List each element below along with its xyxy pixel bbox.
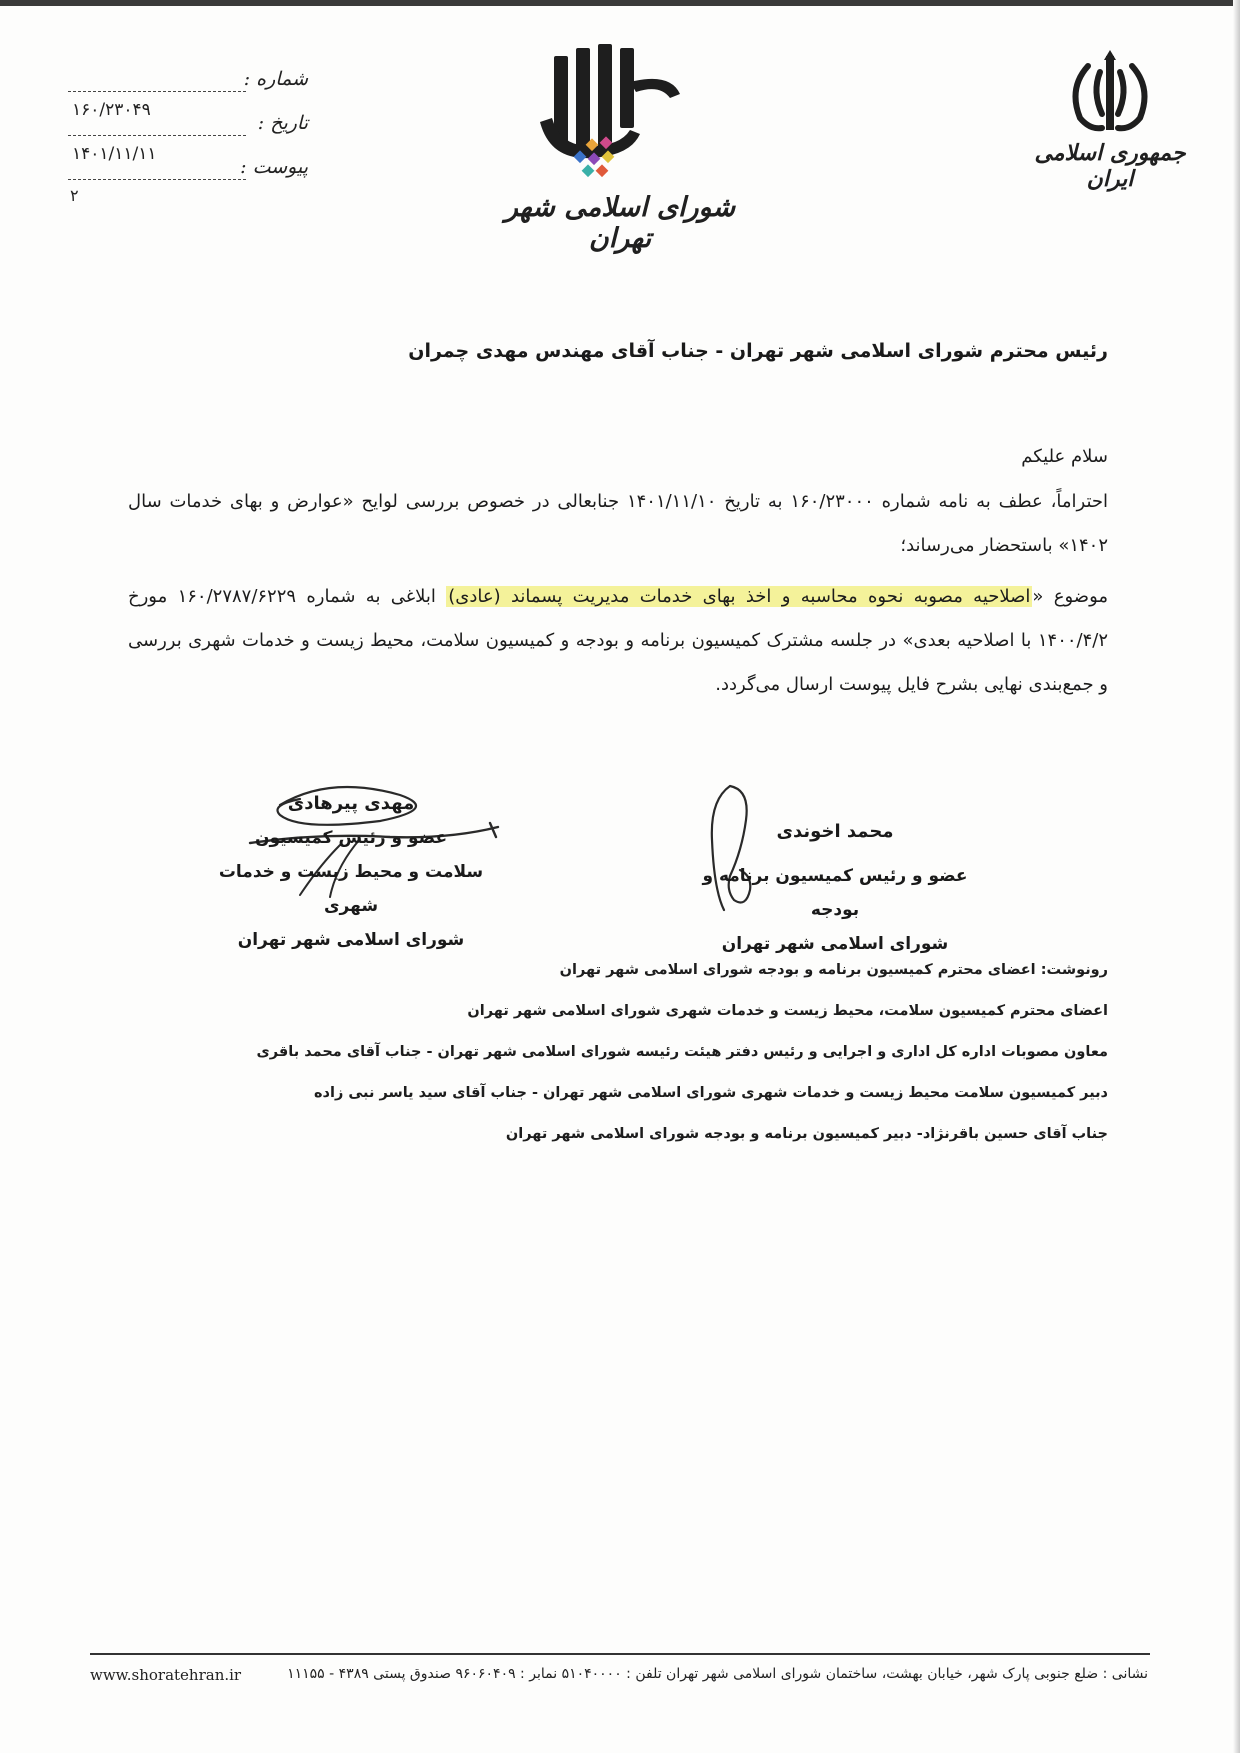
council-title: شورای اسلامی شهر تهران	[504, 192, 736, 254]
footer-divider	[90, 1653, 1150, 1655]
meta-attachment-row	[68, 156, 308, 186]
footer-address: نشانی : ضلع جنوبی پارک شهر، خیابان بهشت، ساختمان شورای اسلامی شهر تهران تلفن : ۵۱۰۴۰۰۰۰ نمابر : ۹۶۰۶۰۴۰۹ صندوق پستی ۴۳۸۹ - ۱۱۱۵۵	[287, 1666, 1148, 1682]
letter-meta	[68, 68, 308, 208]
meta-attachment-line	[68, 179, 246, 180]
meta-number-row	[68, 68, 308, 120]
signatory-left-name: مهدی پیرهادی	[287, 793, 415, 814]
paragraph-2-prefix: موضوع «	[1032, 586, 1109, 607]
meta-attachment-value: ۲	[70, 186, 79, 205]
meta-number-line	[68, 91, 246, 92]
signatory-right-title-1: عضو و رئیس کمیسیون برنامه و بودجه	[702, 866, 968, 920]
signatory-left-title-2: سلامت و محیط زیست و خدمات شهری	[218, 862, 484, 916]
letter-paragraph-2	[128, 575, 1108, 707]
iran-emblem	[1010, 48, 1210, 192]
footer-website: www.shoratehran.ir	[90, 1666, 242, 1684]
paragraph-2-suffix: ابلاغی به شماره ۱۶۰/۲۷۸۷/۶۲۲۹ مورخ ۱۴۰۰/۴/۲ با اصلاحیه بعدی» در جلسه مشترک کمیسیون برنامه و بودجه و کمیسیون سلامت، محیط زیست و خدمات شهری بررسی و جمع‌بندی نهایی بشرح فایل پیوست ارسال می‌گردد.	[128, 586, 1108, 695]
signature-block-right	[680, 815, 990, 961]
signatory-left-title-1: عضو و رئیس کمیسیون	[254, 828, 448, 848]
signatory-right-title-2: شورای اسلامی شهر تهران	[721, 934, 949, 954]
meta-date-value: ۱۴۰۱/۱۱/۱۱	[72, 144, 157, 164]
meta-number-value: ۱۶۰/۲۳۰۴۹	[72, 100, 151, 120]
signatory-left-title-3: شورای اسلامی شهر تهران	[237, 930, 465, 950]
meta-attachment-label: پیوست :	[240, 156, 308, 178]
copies-list	[257, 950, 1109, 1155]
scan-edge-right	[1233, 0, 1240, 1753]
meta-date-label: تاریخ :	[257, 112, 308, 134]
copy-item: رونوشت: اعضای محترم کمیسیون برنامه و بودجه شورای اسلامی شهر تهران	[559, 962, 1108, 978]
letter-paragraph-1: احتراماً، عطف به نامه شماره ۱۶۰/۲۳۰۰۰ به تاریخ ۱۴۰۱/۱۱/۱۰ جنابعالی در خصوص بررسی لوایح «عوارض و بهای خدمات سال ۱۴۰۲» باستحضار می‌رساند؛	[128, 491, 1109, 556]
emblem-title: جمهوری اسلامی ایران	[1034, 140, 1186, 192]
scan-edge-top	[0, 0, 1240, 6]
copy-item: جناب آقای حسین باقرنژاد- دبیر کمیسیون برنامه و بودجه شورای اسلامی شهر تهران	[505, 1126, 1108, 1142]
iran-emblem-icon	[1010, 48, 1210, 138]
copy-item: دبیر کمیسیون سلامت محیط زیست و خدمات شهری شورای اسلامی شهر تهران - جناب آقای سید یاسر نبی زاده	[314, 1085, 1108, 1101]
highlighted-subject: اصلاحیه مصوبه نحوه محاسبه و اخذ بهای خدمات مدیریت پسماند (عادی)	[448, 586, 1031, 607]
meta-number-label: شماره :	[243, 68, 308, 90]
council-logo	[480, 42, 760, 254]
signature-block-left	[196, 787, 506, 957]
meta-date-row	[68, 112, 308, 164]
letter-greeting: سلام علیکم	[1021, 446, 1108, 467]
copy-item: معاون مصوبات اداره کل اداری و اجرایی و رئیس دفتر هیئت رئیسه شورای اسلامی شهر تهران - جناب آقای محمد باقری	[256, 1044, 1108, 1060]
copy-item: اعضای محترم کمیسیون سلامت، محیط زیست و خدمات شهری شورای اسلامی شهر تهران	[467, 1003, 1108, 1019]
tehran-council-logo-icon	[480, 42, 760, 192]
meta-date-line	[68, 135, 246, 136]
letter-addressee: رئیس محترم شورای اسلامی شهر تهران - جناب آقای مهندس مهدی چمران	[408, 340, 1108, 362]
signatory-right-name: محمد اخوندی	[776, 821, 894, 842]
